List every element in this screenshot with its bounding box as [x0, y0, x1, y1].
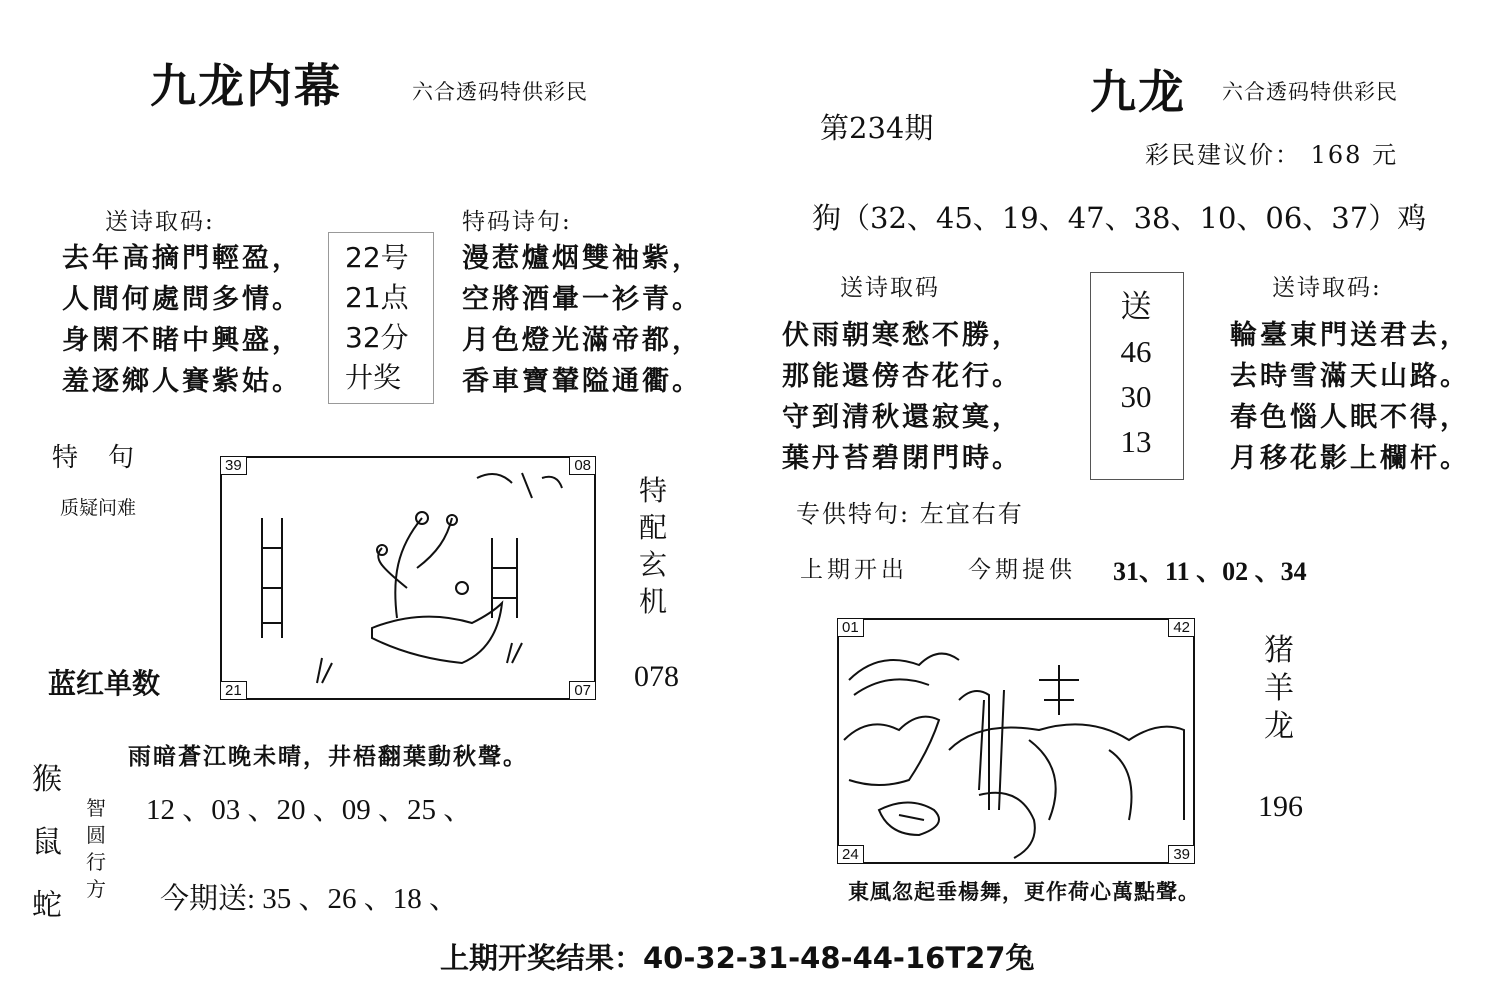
right-animals-vertical	[1264, 632, 1294, 746]
left-special-phrase-label: 特 句	[52, 443, 137, 473]
left-bottom-poem: 雨暗蒼江晚未晴，井梧翻葉動秋聲。	[128, 743, 528, 770]
right-sketch-corner-br: 39	[1168, 845, 1195, 864]
right-sketch-corner-tr: 42	[1168, 618, 1195, 637]
poem-line: 守到清秋還寂寞，	[782, 402, 1022, 433]
animal-label: 蛇	[32, 888, 62, 923]
last-period-label: 上期开出	[800, 557, 908, 583]
poem-line: 輪臺東門送君去，	[1230, 320, 1470, 351]
side-label-char: 智	[86, 796, 106, 820]
poem-line: 空將酒暈一衫青。	[462, 284, 702, 315]
side-label-char: 方	[86, 877, 106, 901]
side-label-char: 行	[86, 850, 106, 874]
price-label: 彩民建议价： 168 元	[1145, 141, 1399, 169]
center-box-line: 21点	[345, 281, 409, 314]
right-sketch-frame	[837, 618, 1195, 864]
center-box-line: 22号	[345, 241, 409, 274]
left-sketch-corner-br: 07	[569, 681, 596, 700]
poem-line: 那能還傍杏花行。	[782, 361, 1022, 392]
poem-line: 去時雪滿天山路。	[1230, 361, 1470, 392]
left-side-label	[86, 795, 106, 903]
right-number-code: 196	[1258, 790, 1303, 823]
left-tagline: 六合透码特供彩民	[412, 80, 588, 104]
right-special-phrase: 专供特句: 左宜右有	[796, 500, 1024, 528]
left-send-row: 今期送: 35 、26 、18 、	[160, 883, 459, 915]
left-sketch-corner-bl: 21	[220, 681, 247, 700]
center-box-line: 廾奖	[345, 361, 402, 394]
left-sketch-frame	[220, 456, 596, 700]
side-label-char: 圆	[86, 823, 106, 847]
left-special-poem	[462, 238, 702, 402]
center-box-line: 32分	[345, 321, 409, 354]
animal-label: 龙	[1264, 709, 1294, 744]
right-poem-right	[1230, 315, 1470, 479]
issue-number: 第234期	[820, 111, 934, 145]
send-box-line: 30	[1120, 379, 1152, 414]
left-send-poem-header: 送诗取码:	[105, 209, 215, 235]
poem-line: 香車寶輦隘通衢。	[462, 366, 702, 397]
left-special-phrase-text: 质疑问难	[60, 497, 137, 519]
poem-line: 羞逐鄉人賽紫姑。	[62, 366, 302, 397]
left-sketch-drawing	[222, 458, 594, 698]
left-special-poem-header: 特码诗句:	[462, 209, 572, 235]
left-animals-vertical	[32, 748, 62, 937]
poem-line: 人間何處問多情。	[62, 284, 302, 315]
left-color-label: 蓝红单数	[48, 667, 161, 700]
right-sketch-corner-bl: 24	[837, 845, 864, 864]
left-sketch-corner-tl: 39	[220, 456, 247, 475]
right-title: 九龙	[1090, 65, 1186, 119]
send-box-line: 13	[1120, 424, 1152, 459]
left-numbers-row: 12 、03 、20 、09 、25 、	[146, 794, 473, 826]
right-poem-right-header: 送诗取码:	[1272, 275, 1382, 301]
poem-line: 漫惹爐烟雙袖紫，	[462, 243, 702, 274]
left-number-code: 078	[634, 660, 679, 693]
animal-label: 猪	[1264, 633, 1294, 668]
animal-label: 鼠	[32, 825, 62, 860]
left-vertical-tag: 特配玄机	[638, 474, 667, 618]
this-period-numbers: 31、11 、02 、34	[1113, 557, 1307, 586]
this-period-label: 今期提供	[968, 557, 1076, 583]
send-box-line: 送	[1120, 289, 1152, 324]
poem-line: 月色燈光滿帝都，	[462, 325, 702, 356]
dog-line: 狗（32、45、19、47、38、10、06、37）鸡	[812, 201, 1427, 235]
right-poem-left	[782, 315, 1022, 479]
last-result: 上期开奖结果：40-32-31-48-44-16T27兔	[440, 941, 1035, 975]
left-sketch-corner-tr: 08	[569, 456, 596, 475]
right-sketch-drawing	[839, 620, 1193, 862]
right-bottom-poem: 東風忽起垂楊舞，更作荷心萬點聲。	[848, 879, 1200, 904]
poem-line: 身閑不睹中興盛，	[62, 325, 302, 356]
left-send-poem	[62, 238, 302, 402]
animal-label: 猴	[32, 762, 62, 797]
right-poem-left-header: 送诗取码	[840, 275, 940, 301]
send-box-text	[1090, 284, 1182, 464]
right-tagline: 六合透码特供彩民	[1222, 80, 1398, 104]
left-center-box-text	[345, 238, 409, 398]
send-box-line: 46	[1120, 334, 1152, 369]
left-title: 九龙内幕	[150, 59, 342, 113]
poem-line: 去年高摘門輕盈，	[62, 243, 302, 274]
poem-line: 伏雨朝寒愁不勝，	[782, 320, 1022, 351]
poem-line: 葉丹苔碧閉門時。	[782, 443, 1022, 474]
poem-line: 春色惱人眠不得，	[1230, 402, 1470, 433]
right-sketch-corner-tl: 01	[837, 618, 864, 637]
animal-label: 羊	[1264, 671, 1294, 706]
poem-line: 月移花影上欄杆。	[1230, 443, 1470, 474]
